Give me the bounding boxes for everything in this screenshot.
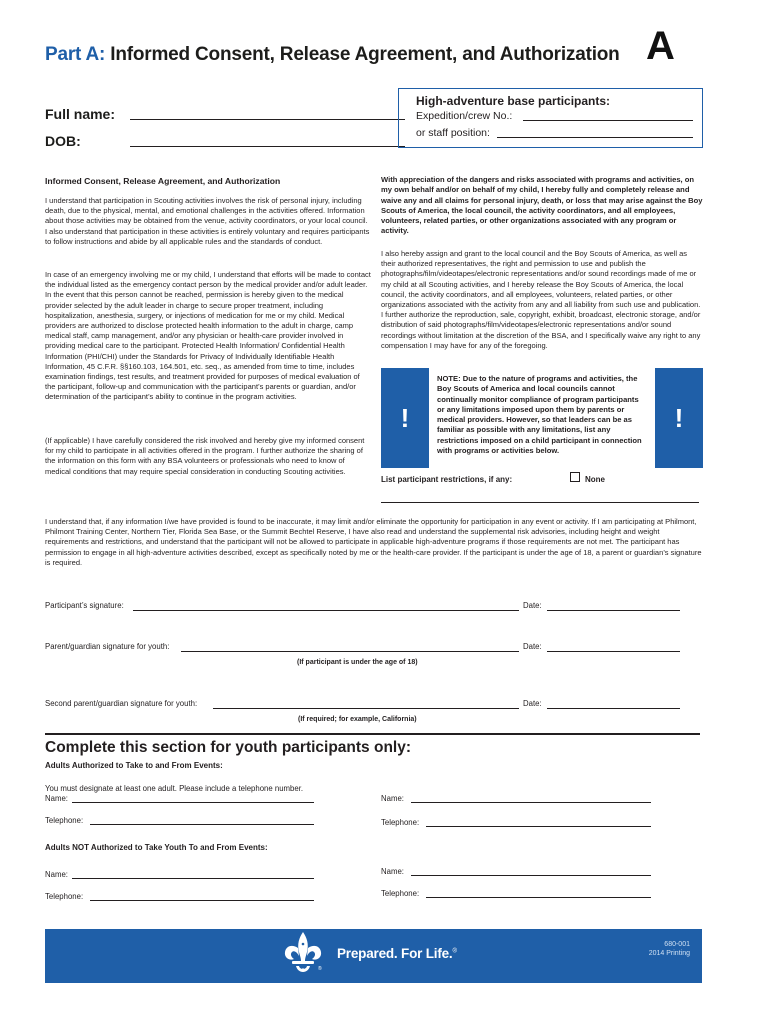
alert-icon-right: ! [655,368,703,468]
not-authorized-telephone-2-label: Telephone: [381,889,420,898]
none-label: None [585,475,605,484]
slogan-text: Prepared. For Life. [337,946,453,961]
not-authorized-heading: Adults NOT Authorized to Take Youth To and From Events: [45,843,268,852]
full-name-field[interactable] [130,119,405,120]
footer-slogan [337,946,457,961]
parent-signature-label: Parent/guardian signature for youth: [45,642,170,651]
page-title [45,44,620,66]
printing-year: 2014 Printing [648,950,690,957]
restrictions-field[interactable] [381,502,699,503]
consent-paragraph-2: In case of an emergency involving me or my child, I understand that efforts will be made to contact the individual listed as the emergency contact person by the medical provider and/or adult leader. In the event that this person cannot be reached, permission is hereby given to the medical provider selected by the adult leader in charge to secure proper treatment, including hospitalization, anesthesia, surgery, or injections of medication for me or my child. Medical providers are authorized to disclose protected health information to the adult in charge, camp medical staff, camp management, and/or any physician or health-care provider involved in providing medical care to the participant. Protected Health Information/ Confidential Health Information (PHI/CHI) under the Standards for Privacy of Individually Identifiable Health Information, 45 C.F.R. §§160.103, 164.501, etc. seq., as amended from time to time, includes examination findings, test results, and treatment provided for purposes of medical evaluation of the participant, follow-up and communication with the participant’s parents or guardian, and/or determination of the participant’s ability to continue in the program activities. [45,270,371,402]
second-parent-note: (If required; for example, California) [298,716,417,723]
participant-signature-label: Participant’s signature: [45,601,124,610]
consent-paragraph-1: I understand that participation in Scouting activities involves the risk of personal injury, including death, due to the physical, mental, and emotional challenges in the activities offered. Information about those activities may be obtained from the venue, activity coordinators, or your local council. I also understand that participation in these activities is entirely voluntary and requires participants to follow instructions and abide by all applicable rules and the standards of conduct. [45,196,370,246]
authorized-instruction: You must designate at least one adult. Please include a telephone number. [45,784,304,793]
section-divider [45,733,700,735]
authorized-name-2-field[interactable] [411,802,651,803]
authorized-name-1-label: Name: [45,794,68,803]
not-authorized-telephone-1-label: Telephone: [45,892,84,901]
alert-icon-left: ! [381,368,429,468]
parent-signature-field[interactable] [181,651,519,652]
none-checkbox[interactable] [570,472,580,482]
media-release-paragraph: I also hereby assign and grant to the local council and the Boy Scouts of America, as well as their authorized representatives, the right and permission to use and publish the photographs/film/videotapes/electronic representations and/or sound recordings made of me or my child at all Scouting activities, and I hereby release the Boy Scouts of America, the local council, the activity coordinators, and all employees, volunteers, related parties, or other organizations associated with the activity from any and all liability from such use and publication. I further authorize the reproduction, sale, copyright, exhibit, broadcast, electronic storage, and/or distribution of said photographs/film/videotapes/electronic representations and/or sound recordings without limitation at the discretion of the BSA, and I specifically waive any right to any compensation I may have for any of the foregoing. [381,249,701,350]
youth-section-title: Complete this section for youth participants only: [45,739,412,756]
high-adventure-title: High-adventure base participants: [416,94,611,108]
logo-reg-mark: ® [318,966,322,972]
authorized-adults-heading: Adults Authorized to Take to and From Events: [45,761,223,770]
parent-date-field[interactable] [547,651,680,652]
not-authorized-telephone-2-field[interactable] [426,897,651,898]
consent-paragraph-3: (If applicable) I have carefully considered the risk involved and hereby give my informed consent for my child to participate in all activities offered in the program. I further authorize the sharing of the information on this form with any BSA volunteers or professionals who need to know of medical conditions that may require special consideration in conducting Scouting activities. [45,436,365,476]
full-name-label: Full name: [45,106,116,122]
consent-heading: Informed Consent, Release Agreement, and Authorization [45,176,281,186]
not-authorized-telephone-1-field[interactable] [90,900,314,901]
second-parent-date-field[interactable] [547,708,680,709]
participant-signature-field[interactable] [133,610,519,611]
part-label: Part A: [45,44,106,65]
authorized-telephone-1-field[interactable] [90,824,314,825]
authorized-name-1-field[interactable] [72,802,314,803]
staff-position-field[interactable] [497,137,693,138]
not-authorized-name-2-label: Name: [381,867,404,876]
second-parent-signature-field[interactable] [213,708,519,709]
part-letter: A [646,24,675,68]
not-authorized-name-2-field[interactable] [411,875,651,876]
authorized-name-2-label: Name: [381,794,404,803]
slogan-reg-mark: ® [452,948,457,955]
not-authorized-name-1-label: Name: [45,870,68,879]
second-parent-signature-label: Second parent/guardian signature for youth: [45,699,198,708]
staff-position-label: or staff position: [416,127,490,139]
accuracy-paragraph: I understand that, if any information I/we have provided is found to be inaccurate, it may limit and/or eliminate the opportunity for participation in any event or activity. If I am participating at Philmont, Philmont Training Center, Northern Tier, Florida Sea Base, or the Summit Bechtel Reserve, I have also read and understand the supplemental risk advisories, including height and weight requirements and restrictions, and understand that the participant will not be allowed to participate in applicable high-adventure programs if those requirements are not met. The participant has permission to engage in all high-adventure activities described, except as specifically noted by me or the health-care provider. If the participant is under the age of 18, a parent or guardian’s signature is required. [45,517,702,567]
restrictions-label: List participant restrictions, if any: [381,475,513,484]
form-number: 680-001 [664,941,690,948]
authorized-telephone-2-field[interactable] [426,826,651,827]
restrictions-note: NOTE: Due to the nature of programs and activities, the Boy Scouts of America and local councils cannot continually monitor compliance of program participants or any limitations imposed upon them by parents or medical providers. However, so that leaders can be as familiar as possible with any limitations, list any restrictions imposed on a child participant in connection with programs or activities below. [437,374,642,456]
participant-date-label: Date: [523,601,542,610]
expedition-field[interactable] [523,120,693,121]
dob-label: DOB: [45,133,81,149]
parent-date-label: Date: [523,642,542,651]
not-authorized-name-1-field[interactable] [72,878,314,879]
authorized-telephone-1-label: Telephone: [45,816,84,825]
second-parent-date-label: Date: [523,699,542,708]
dob-field[interactable] [130,146,405,147]
parent-signature-note: (If participant is under the age of 18) [297,659,418,666]
expedition-label: Expedition/crew No.: [416,110,513,122]
release-paragraph: With appreciation of the dangers and risks associated with programs and activities, on my own behalf and/or on behalf of my child, I hereby fully and completely release and waive any and all claims for personal injury, death, or loss that may arise against the Boy Scouts of America, the local council, the activity coordinators, and all employees, volunteers, related parties, or other organizations associated with any program or activity. [381,175,703,236]
form-code [600,940,690,958]
title-text: Informed Consent, Release Agreement, and Authorization [110,44,620,65]
authorized-telephone-2-label: Telephone: [381,818,420,827]
participant-date-field[interactable] [547,610,680,611]
